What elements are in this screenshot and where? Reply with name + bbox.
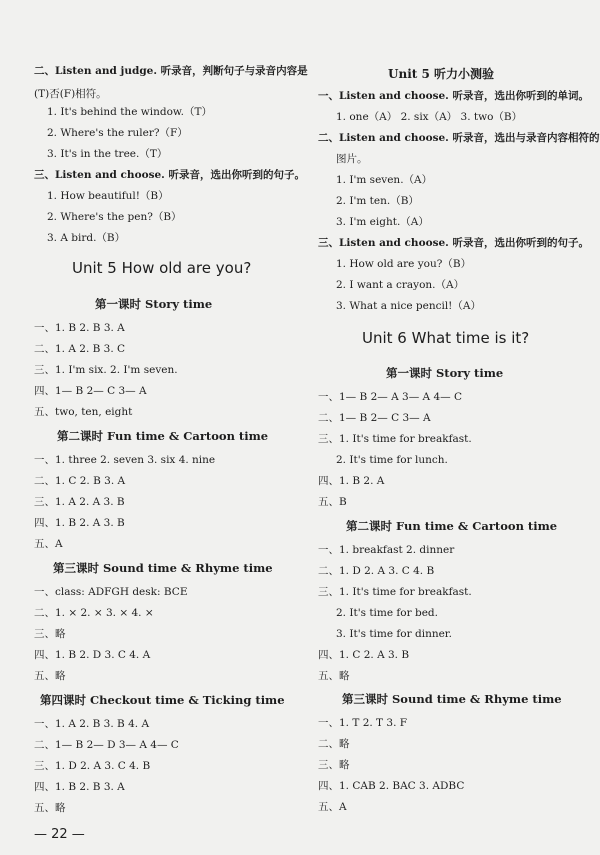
answer-line: 一、1— B 2— A 3— A 4— C bbox=[318, 391, 463, 403]
answer-line: 2. I'm ten.（B） bbox=[336, 195, 419, 207]
answer-line: 五、A bbox=[318, 801, 347, 813]
answer-line: 三、1. It's time for breakfast. bbox=[318, 586, 472, 598]
section-heading-cont: (T)否(F)相符。 bbox=[34, 88, 107, 100]
answer-line: 五、B bbox=[318, 496, 347, 508]
answer-line: 二、1— B 2— D 3— A 4— C bbox=[34, 739, 179, 751]
section-heading: 一、Listen and choose. 听录音，选出你听到的单词。 bbox=[318, 90, 589, 102]
answer-line: 2. It's time for lunch. bbox=[336, 454, 448, 466]
answer-line: 四、1. B 2. A bbox=[318, 475, 385, 487]
answer-line: 3. It's time for dinner. bbox=[336, 628, 453, 640]
answer-line: 四、1. B 2. B 3. A bbox=[34, 781, 125, 793]
answer-line: 四、1. CAB 2. BAC 3. ADBC bbox=[318, 780, 465, 792]
answer-line: 一、1. B 2. B 3. A bbox=[34, 322, 125, 334]
section-heading: 三、Listen and choose. 听录音，选出你听到的句子。 bbox=[34, 169, 305, 181]
answer-line: 四、1— B 2— C 3— A bbox=[34, 385, 147, 397]
answer-line: 1. How beautiful!（B） bbox=[47, 190, 169, 202]
unit-title: Unit 6 What time is it? bbox=[362, 329, 530, 347]
answer-line: 二、1— B 2— C 3— A bbox=[318, 412, 431, 424]
answer-line: 一、1. T 2. T 3. F bbox=[318, 717, 408, 729]
answer-line: 二、1. D 2. A 3. C 4. B bbox=[318, 565, 435, 577]
answer-line: 一、1. three 2. seven 3. six 4. nine bbox=[34, 454, 216, 466]
answer-line: 三、1. D 2. A 3. C 4. B bbox=[34, 760, 151, 772]
lesson-title: 第三课时 Sound time & Rhyme time bbox=[53, 561, 273, 575]
answer-line: 2. Where's the ruler?（F） bbox=[47, 127, 188, 139]
lesson-title: 第一课时 Story time bbox=[95, 297, 213, 311]
answer-line: 1. It's behind the window.（T） bbox=[47, 106, 212, 118]
answer-line: 1. How old are you?（B） bbox=[336, 258, 472, 270]
answer-line: 2. Where's the pen?（B） bbox=[47, 211, 182, 223]
answer-line: 四、1. B 2. A 3. B bbox=[34, 517, 125, 529]
answer-line: 五、A bbox=[34, 538, 63, 550]
answer-line: 五、略 bbox=[318, 670, 350, 682]
answer-line: 一、class: ADFGH desk: BCE bbox=[34, 586, 188, 598]
answer-line: 二、略 bbox=[318, 738, 350, 750]
lesson-title: 第二课时 Fun time & Cartoon time bbox=[346, 519, 558, 533]
answer-line: 三、略 bbox=[34, 628, 66, 640]
answer-line: 三、略 bbox=[318, 759, 350, 771]
section-heading: 二、Listen and choose. 听录音，选出与录音内容相符的 bbox=[318, 132, 600, 144]
section-heading: 二、Listen and judge. 听录音，判断句子与录音内容是 bbox=[34, 65, 308, 77]
answer-line: 五、two, ten, eight bbox=[34, 406, 133, 418]
answer-line: 3. It's in the tree.（T） bbox=[47, 148, 168, 160]
lesson-title: 第三课时 Sound time & Rhyme time bbox=[342, 692, 562, 706]
answer-line: 五、略 bbox=[34, 802, 66, 814]
answer-line: 一、1. A 2. B 3. B 4. A bbox=[34, 718, 150, 730]
answer-line: 2. It's time for bed. bbox=[336, 607, 438, 619]
lesson-title: 第四课时 Checkout time & Ticking time bbox=[40, 693, 285, 707]
answer-line: 3. A bird.（B） bbox=[47, 232, 126, 244]
answer-line: 一、1. breakfast 2. dinner bbox=[318, 544, 455, 556]
answer-line: 1. I'm seven.（A） bbox=[336, 174, 433, 186]
unit-title: Unit 5 How old are you? bbox=[72, 259, 252, 277]
answer-line: 四、1. C 2. A 3. B bbox=[318, 649, 410, 661]
answer-line: 三、1. It's time for breakfast. bbox=[318, 433, 472, 445]
quiz-title: Unit 5 听力小测验 bbox=[388, 67, 494, 81]
answer-line: 四、1. B 2. D 3. C 4. A bbox=[34, 649, 151, 661]
answer-line: 二、1. × 2. × 3. × 4. × bbox=[34, 607, 154, 619]
section-heading: 三、Listen and choose. 听录音，选出你听到的句子。 bbox=[318, 237, 589, 249]
answer-line: 2. I want a crayon.（A） bbox=[336, 279, 465, 291]
answer-line: 三、1. A 2. A 3. B bbox=[34, 496, 125, 508]
lesson-title: 第一课时 Story time bbox=[386, 366, 504, 380]
answer-line: 三、1. I'm six. 2. I'm seven. bbox=[34, 364, 178, 376]
lesson-title: 第二课时 Fun time & Cartoon time bbox=[57, 429, 269, 443]
answer-line: 3. What a nice pencil!（A） bbox=[336, 300, 481, 312]
answer-line: 3. I'm eight.（A） bbox=[336, 216, 429, 228]
answer-line: 1. one（A） 2. six（A） 3. two（B） bbox=[336, 111, 523, 123]
page-number: — 22 — bbox=[34, 827, 85, 842]
answer-line: 二、1. A 2. B 3. C bbox=[34, 343, 126, 355]
answer-line: 二、1. C 2. B 3. A bbox=[34, 475, 126, 487]
answer-line: 五、略 bbox=[34, 670, 66, 682]
section-heading-cont: 图片。 bbox=[336, 153, 368, 165]
